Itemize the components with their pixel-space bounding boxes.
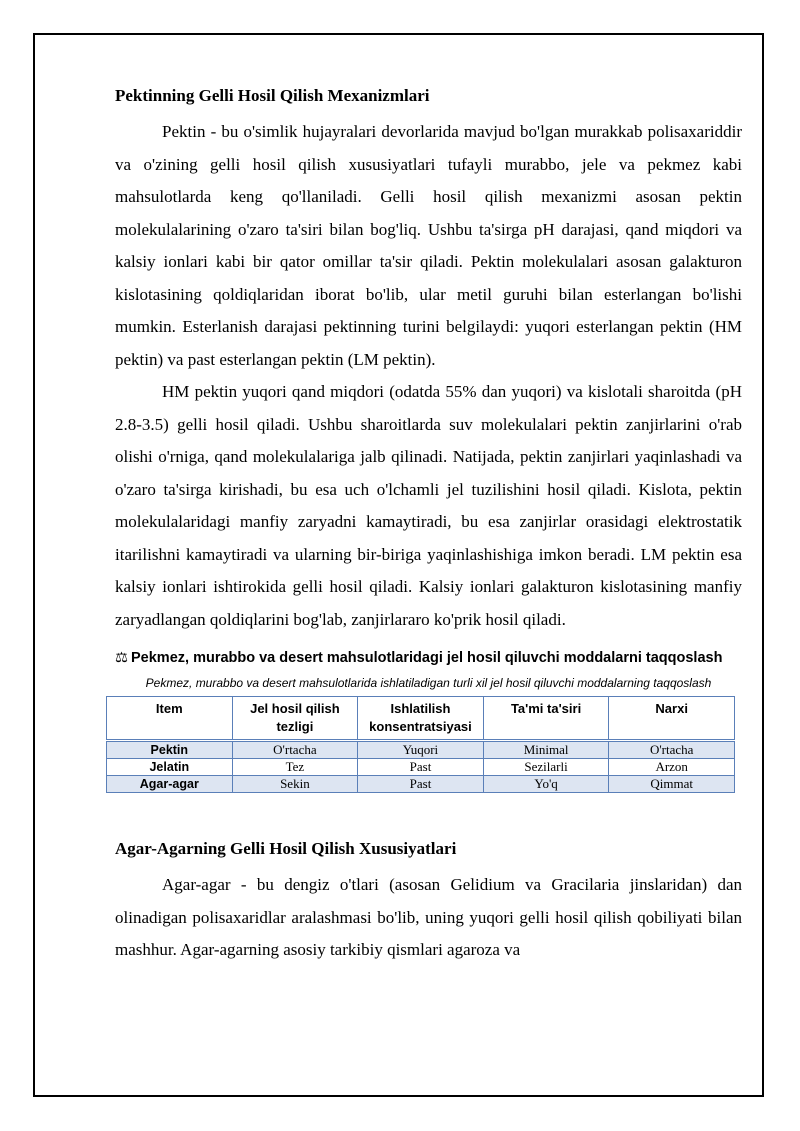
table-cell: Past <box>358 776 484 793</box>
section-heading-pectin: Pektinning Gelli Hosil Qilish Mexanizmlari <box>115 86 430 105</box>
table-cell: Past <box>358 759 484 776</box>
table-title <box>115 646 742 670</box>
table-cell: Yo'q <box>483 776 609 793</box>
table-cell: O'rtacha <box>609 741 735 759</box>
header-concentration: Ishlatilish konsentratsiyasi <box>358 697 484 741</box>
table-row <box>107 741 735 759</box>
table-cell: Minimal <box>483 741 609 759</box>
table-cell: Qimmat <box>609 776 735 793</box>
paragraph-agar-intro: Agar-agar - bu dengiz o'tlari (asosan Gelidium va Gracilaria jinslaridan) dan olinadigan polisaxaridlar aralashmasi bo'lib, uning yuqori gelli hosil qilish qobiliyati bilan mashhur. Agar-agarning asosiy tarkibiy qismlari agaroza va <box>115 875 742 959</box>
row-label: Agar-agar <box>107 776 233 793</box>
table-row <box>107 776 735 793</box>
table-cell: Sezilarli <box>483 759 609 776</box>
scale-icon: ⚖ <box>115 650 128 666</box>
table-header-row <box>107 697 735 741</box>
header-gel-speed: Jel hosil qilish tezligi <box>232 697 358 741</box>
section-heading-agar: Agar-Agarning Gelli Hosil Qilish Xususiyatlari <box>115 839 457 858</box>
document-body <box>115 84 742 967</box>
table-caption: Pekmez, murabbo va desert mahsulotlarida ishlatiladigan turli xil jel hosil qiluvchi moddalarning taqqoslash <box>145 676 712 690</box>
table-cell: O'rtacha <box>232 741 358 759</box>
row-label: Jelatin <box>107 759 233 776</box>
paragraph-hm-lm-pectin: HM pektin yuqori qand miqdori (odatda 55% dan yuqori) va kislotali sharoitda (pH 2.8-3.5) gelli hosil qiladi. Ushbu sharoitlarda suv molekulalari pektin zanjirlarini o'rab olishi o'rniga, qand molekulalariga jalb qilinadi. Natijada, pektin zanjirlari yaqinlashadi va o'zaro ta'sirga kirishadi, bu esa uch o'lchamli jel tuzilishini hosil qiladi. Kislota, pektin molekulalaridagi manfiy zaryadni kamaytiradi, bu esa zanjirlar orasidagi elektrostatik itarilishni kamaytiradi va ularning bir-biriga yaqinlashishiga imkon beradi. LM pektin esa kalsiy ionlari ishtirokida gelli hosil qiladi. Kalsiy ionlari galakturon kislotasining manfiy zaryadlangan qoldiqlarini bog'lab, zanjirlararo ko'prik hosil qiladi. <box>115 382 742 629</box>
table-title-text: Pekmez, murabbo va desert mahsulotlaridagi jel hosil qiluvchi moddalarni taqqoslash <box>131 650 723 666</box>
row-label: Pektin <box>107 741 233 759</box>
header-item: Item <box>107 697 233 741</box>
table-cell: Arzon <box>609 759 735 776</box>
comparison-table <box>106 696 735 793</box>
table-row <box>107 759 735 776</box>
table-cell: Sekin <box>232 776 358 793</box>
table-cell: Tez <box>232 759 358 776</box>
table-cell: Yuqori <box>358 741 484 759</box>
header-price: Narxi <box>609 697 735 741</box>
header-taste: Ta'mi ta'siri <box>483 697 609 741</box>
paragraph-pectin-intro: Pektin - bu o'simlik hujayralari devorlarida mavjud bo'lgan murakkab polisaxariddir va o'zining gelli hosil qilish xususiyatlari tufayli murabbo, jele va pekmez kabi mahsulotlarda keng qo'llaniladi. Gelli hosil qilish mexanizmi asosan pektin molekulalarining o'zaro ta'siri bilan bog'liq. Ushbu ta'sirga pH darajasi, qand miqdori va kalsiy ionlari kabi bir qator omillar ta'sir qiladi. Pektin molekulalari asosan galakturon kislotasining qoldiqlaridan iborat bo'lib, ular metil guruhi bilan esterlangan bo'lishi mumkin. Esterlanish darajasi pektinning turini belgilaydi: yuqori esterlangan pektin (HM pektin) va past esterlangan pektin (LM pektin). <box>115 122 742 369</box>
